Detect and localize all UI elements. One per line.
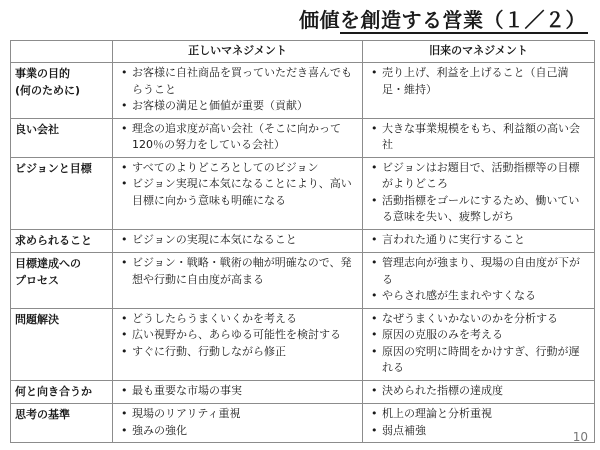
row-category-line: 思考の基準 xyxy=(15,408,70,421)
bullet-item: • お客様に自社商品を買っていただき喜んでもらうこと xyxy=(119,65,358,98)
header-category xyxy=(11,41,113,63)
slide-title: 価値を創造する営業（１／２） xyxy=(299,8,586,32)
bullet-list xyxy=(369,160,590,226)
table-row xyxy=(11,404,595,443)
comparison-table xyxy=(10,40,595,443)
bullet-item: • すべてのよりどころとしてのビジョン xyxy=(119,160,358,177)
bullet-item: • 言われた通りに実行すること xyxy=(369,232,590,249)
bullet-list xyxy=(119,406,358,439)
correct-management-cell xyxy=(113,229,363,253)
bullet-list xyxy=(119,160,358,210)
table-row xyxy=(11,118,595,157)
header-correct-management: 正しいマネジメント xyxy=(113,41,363,63)
correct-management-cell xyxy=(113,253,363,309)
bullet-list xyxy=(119,121,358,154)
table-row xyxy=(11,308,595,380)
row-category xyxy=(11,253,113,309)
old-management-cell xyxy=(363,380,595,404)
bullet-item: • 弱点補強 xyxy=(369,423,590,440)
bullet-list xyxy=(119,311,358,361)
bullet-item: • 理念の追求度が高い会社（そこに向かって120％の努力をしている会社） xyxy=(119,121,358,154)
row-category xyxy=(11,118,113,157)
correct-management-cell xyxy=(113,404,363,443)
old-management-cell xyxy=(363,404,595,443)
bullet-item: • なぜうまくいかないのかを分析する xyxy=(369,311,590,328)
bullet-item: • ビジョンの実現に本気になること xyxy=(119,232,358,249)
old-management-cell xyxy=(363,157,595,229)
bullet-list xyxy=(369,311,590,377)
bullet-item: • 現場のリアリティ重視 xyxy=(119,406,358,423)
old-management-cell xyxy=(363,308,595,380)
old-management-cell xyxy=(363,229,595,253)
old-management-cell xyxy=(363,118,595,157)
row-category xyxy=(11,63,113,119)
row-category xyxy=(11,404,113,443)
row-category-line: 求められること xyxy=(15,233,92,247)
bullet-list xyxy=(369,121,590,154)
row-category-line: ビジョンと目標 xyxy=(15,161,92,175)
bullet-item: • どうしたらうまくいくかを考える xyxy=(119,311,358,328)
row-category-line: 事業の目的 xyxy=(15,67,70,80)
table-row xyxy=(11,63,595,119)
bullet-item: • 活動指標をゴールにするため、働いている意味を失い、疲弊しがち xyxy=(369,193,590,226)
bullet-list xyxy=(119,255,358,288)
bullet-list xyxy=(369,255,590,305)
bullet-item: • ビジョンはお題目で、活動指標等の目標がよりどころ xyxy=(369,160,590,193)
bullet-list xyxy=(119,383,358,400)
old-management-cell xyxy=(363,253,595,309)
bullet-list xyxy=(119,232,358,249)
correct-management-cell xyxy=(113,380,363,404)
old-management-cell xyxy=(363,63,595,119)
bullet-item: • 原因の究明に時間をかけすぎ、行動が遅れる xyxy=(369,344,590,377)
correct-management-cell xyxy=(113,308,363,380)
bullet-item: • お客様の満足と価値が重要（貢献） xyxy=(119,98,358,115)
correct-management-cell xyxy=(113,63,363,119)
bullet-list xyxy=(119,65,358,115)
bullet-item: • 机上の理論と分析重視 xyxy=(369,406,590,423)
bullet-item: • 原因の克服のみを考える xyxy=(369,327,590,344)
bullet-item: • ビジョン・戦略・戦術の軸が明確なので、発想や行動に自由度が高まる xyxy=(119,255,358,288)
row-category-line: プロセス xyxy=(15,273,59,287)
correct-management-cell xyxy=(113,118,363,157)
bullet-item: • 売り上げ、利益を上げること（自己満足・維持） xyxy=(369,65,590,98)
row-category-line: 何と向き合うか xyxy=(15,384,92,398)
table-row xyxy=(11,229,595,253)
bullet-item: • 広い視野から、あらゆる可能性を検討する xyxy=(119,327,358,344)
row-category xyxy=(11,229,113,253)
table-row xyxy=(11,157,595,229)
row-category-line: 問題解決 xyxy=(15,312,59,326)
bullet-item: • やらされ感が生まれやすくなる xyxy=(369,288,590,305)
row-category-line: (何のために) xyxy=(15,83,81,97)
bullet-list xyxy=(369,232,590,249)
header-row xyxy=(11,41,595,63)
row-category-line: 目標達成への xyxy=(15,257,81,270)
bullet-item: • 強みの強化 xyxy=(119,423,358,440)
correct-management-cell xyxy=(113,157,363,229)
row-category-line: 良い会社 xyxy=(15,122,59,136)
table-row xyxy=(11,380,595,404)
row-category xyxy=(11,157,113,229)
page-number: 10 xyxy=(572,430,588,444)
bullet-item: • すぐに行動、行動しながら修正 xyxy=(119,344,358,361)
bullet-item: • 決められた指標の達成度 xyxy=(369,383,590,400)
row-category xyxy=(11,308,113,380)
bullet-item: • 最も重要な市場の事実 xyxy=(119,383,358,400)
bullet-list xyxy=(369,383,590,400)
table-row xyxy=(11,253,595,309)
bullet-list xyxy=(369,406,590,439)
bullet-item: • ビジョン実現に本気になることにより、高い目標に向かう意味も明確になる xyxy=(119,176,358,209)
bullet-item: • 管理志向が強まり、現場の自由度が下がる xyxy=(369,255,590,288)
title-underline xyxy=(340,32,588,34)
row-category xyxy=(11,380,113,404)
header-old-management: 旧来のマネジメント xyxy=(363,41,595,63)
bullet-list xyxy=(369,65,590,98)
bullet-item: • 大きな事業規模をもち、利益額の高い会社 xyxy=(369,121,590,154)
